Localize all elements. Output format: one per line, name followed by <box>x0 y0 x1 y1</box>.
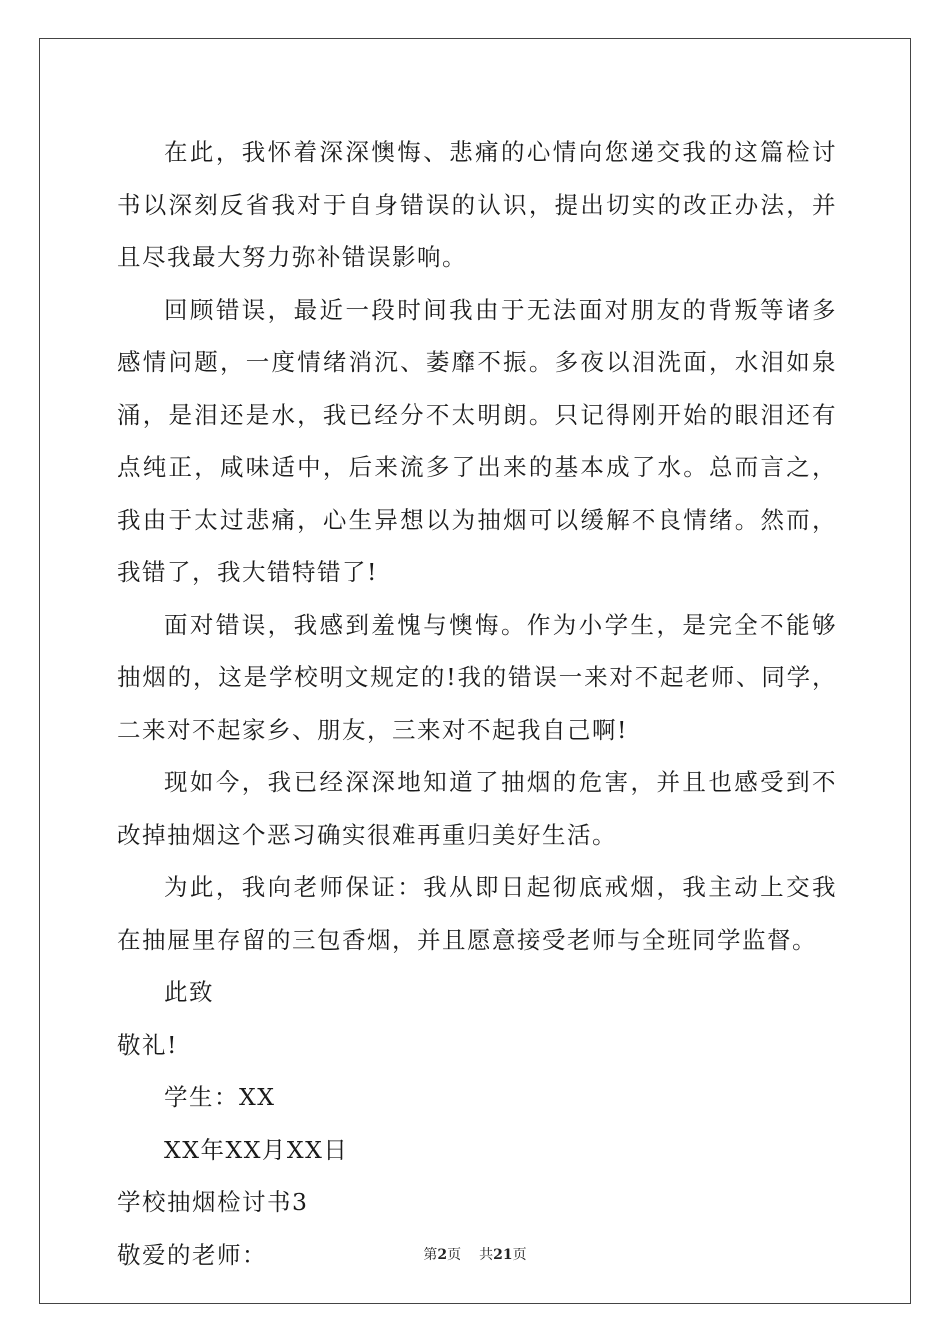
date-line: XX年XX月XX日 <box>164 1135 349 1164</box>
salute-line: 敬礼! <box>117 1030 178 1059</box>
paragraph-2: 回顾错误，最近一段时间我由于无法面对朋友的背叛等诸多感情问题，一度情绪消沉、萎靡不振。多夜以泪洗面，水泪如泉涌，是泪还是水，我已经分不太明朗。只记得刚开始的眼泪还有点纯正，咸味适中，后来流多了出来的基本成了水。总而言之，我由于太过悲痛，心生异想以为抽烟可以缓解不良情绪。然而，我错了，我大错特错了! <box>117 295 837 586</box>
next-section-title: 学校抽烟检讨书3 <box>117 1188 309 1216</box>
paragraph-4: 现如今，我已经深深地知道了抽烟的危害，并且也感受到不改掉抽烟这个恶习确实很难再重归美好生活。 <box>117 768 837 849</box>
signature-line: 学生：XX <box>164 1083 276 1111</box>
paragraph-3: 面对错误，我感到羞愧与懊悔。作为小学生，是完全不能够抽烟的，这是学校明文规定的!我的错误一来对不起老师、同学，二来对不起家乡、朋友，三来对不起我自己啊! <box>117 610 837 744</box>
page-footer <box>0 1244 950 1264</box>
page-number: 2 <box>437 1247 448 1263</box>
paragraph-1: 在此，我怀着深深懊悔、悲痛的心情向您递交我的这篇检讨书以深刻反省我对于自身错误的认识，提出切实的改正办法，并且尽我最大努力弥补错误影响。 <box>117 138 837 271</box>
total-suffix: 页 <box>512 1247 527 1263</box>
paragraph-5: 为此，我向老师保证：我从即日起彻底戒烟，我主动上交我在抽屉里存留的三包香烟，并且愿意接受老师与全班同学监督。 <box>117 873 837 954</box>
total-pages: 21 <box>493 1247 513 1263</box>
page-prefix: 第 <box>423 1247 438 1263</box>
page-suffix: 页 <box>447 1247 462 1263</box>
next-section-greeting: 敬爱的老师： <box>117 1240 267 1269</box>
closing-line: 此致 <box>164 978 214 1006</box>
total-prefix: 共 <box>479 1247 494 1263</box>
document-body <box>117 126 837 1281</box>
